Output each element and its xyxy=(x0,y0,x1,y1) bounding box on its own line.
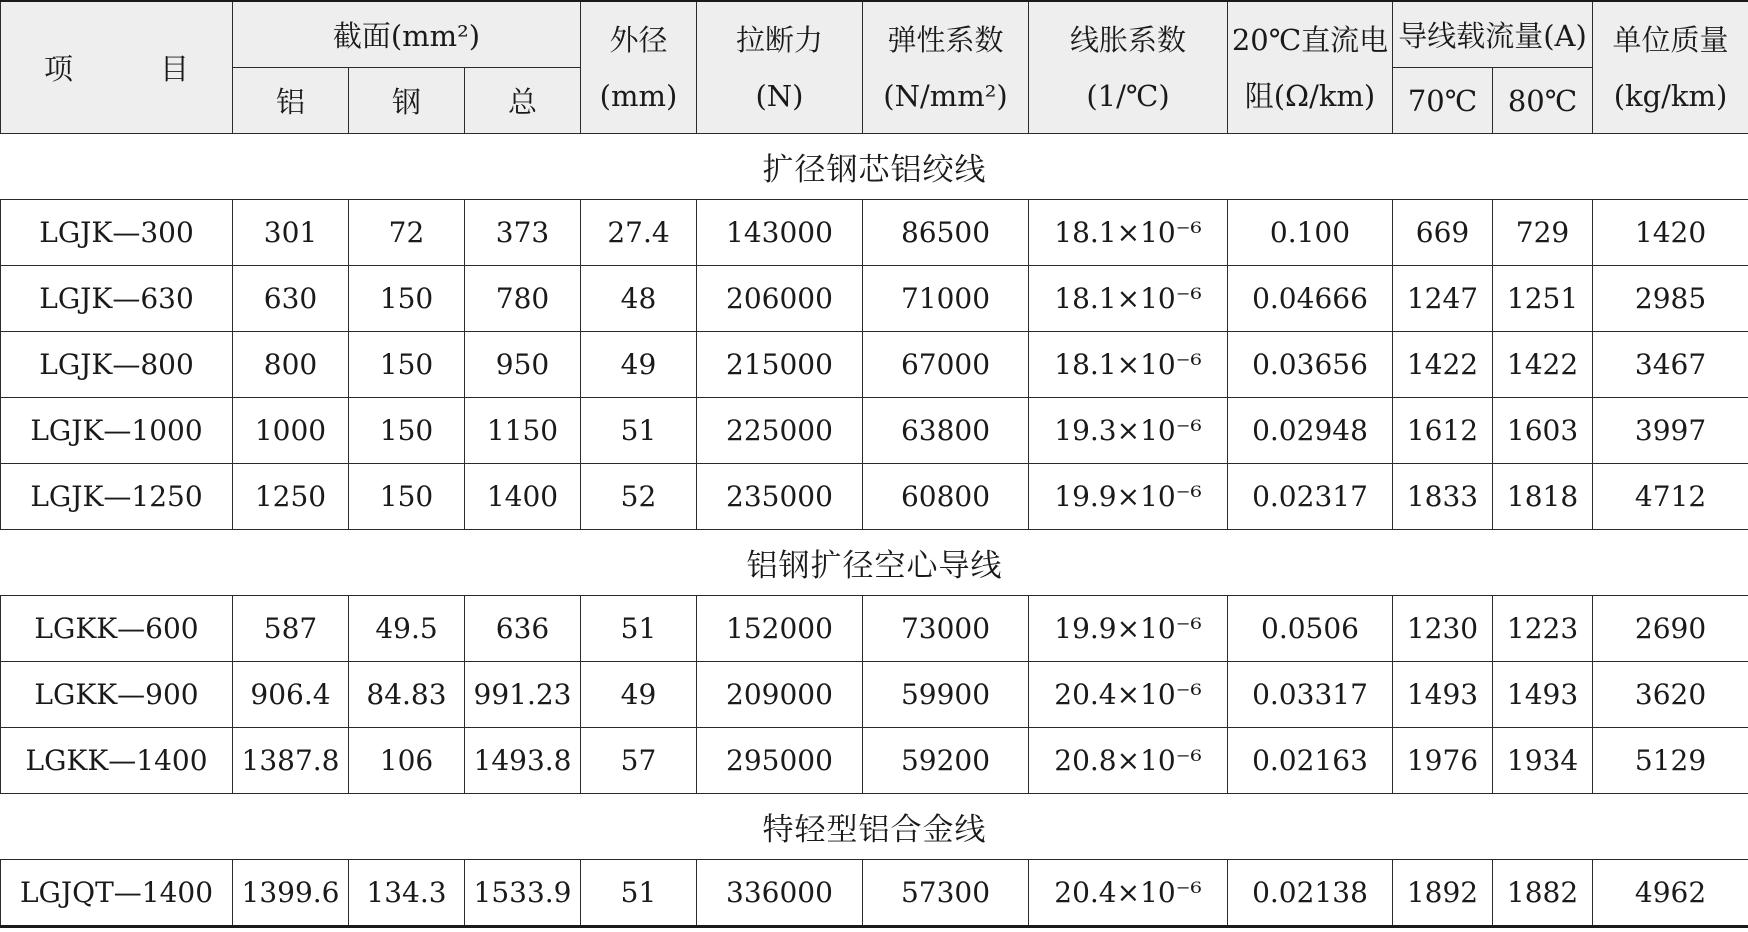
section-title: 扩径钢芯铝绞线 xyxy=(1,134,1748,200)
cell-unit-mass: 3997 xyxy=(1593,398,1748,464)
cell-section-total: 991.23 xyxy=(465,662,581,728)
cell-outer-diameter: 51 xyxy=(581,860,697,927)
table-row xyxy=(1,398,1748,464)
cell-outer-diameter: 49 xyxy=(581,662,697,728)
header-resistance xyxy=(1228,1,1393,134)
cell-outer-diameter: 52 xyxy=(581,464,697,530)
cell-expansion: 19.9×10⁻⁶ xyxy=(1029,464,1228,530)
header-unit-mass xyxy=(1593,1,1748,134)
header-section-steel: 钢 xyxy=(349,68,465,134)
cell-item: LGKK—1400 xyxy=(1,728,233,794)
cell-section-total: 950 xyxy=(465,332,581,398)
cell-unit-mass: 2985 xyxy=(1593,266,1748,332)
cell-expansion: 18.1×10⁻⁶ xyxy=(1029,266,1228,332)
cell-section-aluminum: 1399.6 xyxy=(233,860,349,927)
cell-section-total: 636 xyxy=(465,596,581,662)
cell-ampacity-70: 1612 xyxy=(1393,398,1493,464)
header-breaking-force-label: 拉断力 xyxy=(735,22,823,57)
cell-unit-mass: 5129 xyxy=(1593,728,1748,794)
cell-resistance: 0.02163 xyxy=(1228,728,1393,794)
cell-outer-diameter: 48 xyxy=(581,266,697,332)
header-section-group: 截面(mm²) xyxy=(233,1,581,68)
cell-resistance: 0.02317 xyxy=(1228,464,1393,530)
cell-unit-mass: 1420 xyxy=(1593,200,1748,266)
cell-section-aluminum: 587 xyxy=(233,596,349,662)
cell-elastic-modulus: 59900 xyxy=(863,662,1029,728)
table-header xyxy=(1,1,1748,134)
table-row xyxy=(1,662,1748,728)
cell-ampacity-80: 1818 xyxy=(1493,464,1593,530)
section-title: 特轻型铝合金线 xyxy=(1,794,1748,860)
header-ampacity-80: 80℃ xyxy=(1493,68,1593,134)
cell-resistance: 0.03656 xyxy=(1228,332,1393,398)
section-heading-row xyxy=(1,794,1748,860)
cell-unit-mass: 4712 xyxy=(1593,464,1748,530)
cell-outer-diameter: 57 xyxy=(581,728,697,794)
cell-section-total: 1533.9 xyxy=(465,860,581,927)
cell-section-aluminum: 1387.8 xyxy=(233,728,349,794)
cell-ampacity-70: 1892 xyxy=(1393,860,1493,927)
cell-section-steel: 150 xyxy=(349,398,465,464)
cell-item: LGKK—900 xyxy=(1,662,233,728)
cell-section-total: 1493.8 xyxy=(465,728,581,794)
cell-section-aluminum: 800 xyxy=(233,332,349,398)
cell-item: LGJK—300 xyxy=(1,200,233,266)
cell-section-aluminum: 1250 xyxy=(233,464,349,530)
cell-ampacity-70: 1422 xyxy=(1393,332,1493,398)
header-expansion-unit: (1/℃) xyxy=(1086,78,1170,113)
cell-section-total: 1150 xyxy=(465,398,581,464)
table-row xyxy=(1,200,1748,266)
cell-breaking-force: 152000 xyxy=(697,596,863,662)
cell-ampacity-80: 1422 xyxy=(1493,332,1593,398)
cell-unit-mass: 4962 xyxy=(1593,860,1748,927)
cell-section-total: 373 xyxy=(465,200,581,266)
cell-section-aluminum: 301 xyxy=(233,200,349,266)
cell-section-total: 1400 xyxy=(465,464,581,530)
cell-item: LGJK—800 xyxy=(1,332,233,398)
cell-ampacity-80: 729 xyxy=(1493,200,1593,266)
cell-section-steel: 72 xyxy=(349,200,465,266)
cell-elastic-modulus: 57300 xyxy=(863,860,1029,927)
cell-item: LGJQT—1400 xyxy=(1,860,233,927)
cell-outer-diameter: 51 xyxy=(581,398,697,464)
cell-resistance: 0.04666 xyxy=(1228,266,1393,332)
table-row xyxy=(1,728,1748,794)
cell-ampacity-80: 1251 xyxy=(1493,266,1593,332)
cell-ampacity-80: 1882 xyxy=(1493,860,1593,927)
cell-ampacity-70: 1976 xyxy=(1393,728,1493,794)
header-elastic-modulus-label: 弹性系数 xyxy=(887,22,1004,57)
cell-breaking-force: 206000 xyxy=(697,266,863,332)
table-row xyxy=(1,266,1748,332)
cell-resistance: 0.03317 xyxy=(1228,662,1393,728)
cell-expansion: 18.1×10⁻⁶ xyxy=(1029,332,1228,398)
cell-section-steel: 134.3 xyxy=(349,860,465,927)
cell-section-aluminum: 1000 xyxy=(233,398,349,464)
table-body xyxy=(1,134,1748,927)
header-unit-mass-label: 单位质量 xyxy=(1612,22,1729,57)
cell-elastic-modulus: 59200 xyxy=(863,728,1029,794)
cell-ampacity-70: 1247 xyxy=(1393,266,1493,332)
cell-resistance: 0.02138 xyxy=(1228,860,1393,927)
table-row xyxy=(1,860,1748,927)
cell-breaking-force: 215000 xyxy=(697,332,863,398)
cell-section-aluminum: 906.4 xyxy=(233,662,349,728)
cell-item: LGJK—1250 xyxy=(1,464,233,530)
cell-outer-diameter: 27.4 xyxy=(581,200,697,266)
cell-breaking-force: 295000 xyxy=(697,728,863,794)
cell-resistance: 0.100 xyxy=(1228,200,1393,266)
header-elastic-modulus-unit: (N/mm²) xyxy=(883,78,1008,113)
cell-section-steel: 150 xyxy=(349,266,465,332)
header-elastic-modulus xyxy=(863,1,1029,134)
cell-section-steel: 106 xyxy=(349,728,465,794)
cell-breaking-force: 336000 xyxy=(697,860,863,927)
cell-breaking-force: 225000 xyxy=(697,398,863,464)
cell-elastic-modulus: 60800 xyxy=(863,464,1029,530)
section-heading-row xyxy=(1,134,1748,200)
cell-ampacity-80: 1934 xyxy=(1493,728,1593,794)
header-expansion xyxy=(1029,1,1228,134)
section-title: 铝钢扩径空心导线 xyxy=(1,530,1748,596)
cell-outer-diameter: 49 xyxy=(581,332,697,398)
cell-breaking-force: 209000 xyxy=(697,662,863,728)
header-ampacity-group: 导线载流量(A) xyxy=(1393,1,1593,68)
header-breaking-force-unit: (N) xyxy=(755,78,804,113)
header-expansion-label: 线胀系数 xyxy=(1069,22,1186,57)
cell-ampacity-70: 1230 xyxy=(1393,596,1493,662)
cell-elastic-modulus: 63800 xyxy=(863,398,1029,464)
header-section-total: 总 xyxy=(465,68,581,134)
cell-section-steel: 84.83 xyxy=(349,662,465,728)
header-outer-diameter-unit: (mm) xyxy=(599,78,678,113)
cell-item: LGKK—600 xyxy=(1,596,233,662)
cell-item: LGJK—630 xyxy=(1,266,233,332)
cell-expansion: 20.4×10⁻⁶ xyxy=(1029,860,1228,927)
header-resistance-top: 20℃直流电 xyxy=(1231,22,1389,57)
cell-resistance: 0.0506 xyxy=(1228,596,1393,662)
cell-ampacity-70: 1493 xyxy=(1393,662,1493,728)
cell-elastic-modulus: 73000 xyxy=(863,596,1029,662)
table-row xyxy=(1,596,1748,662)
cell-section-steel: 150 xyxy=(349,332,465,398)
cell-expansion: 18.1×10⁻⁶ xyxy=(1029,200,1228,266)
cell-elastic-modulus: 71000 xyxy=(863,266,1029,332)
cell-expansion: 19.9×10⁻⁶ xyxy=(1029,596,1228,662)
cell-expansion: 20.8×10⁻⁶ xyxy=(1029,728,1228,794)
cell-unit-mass: 2690 xyxy=(1593,596,1748,662)
header-breaking-force xyxy=(697,1,863,134)
header-section-aluminum: 铝 xyxy=(233,68,349,134)
cell-unit-mass: 3467 xyxy=(1593,332,1748,398)
header-outer-diameter-label: 外径 xyxy=(609,22,668,57)
cell-section-aluminum: 630 xyxy=(233,266,349,332)
cell-expansion: 19.3×10⁻⁶ xyxy=(1029,398,1228,464)
table-row xyxy=(1,464,1748,530)
cell-outer-diameter: 51 xyxy=(581,596,697,662)
header-resistance-bottom: 阻(Ω/km) xyxy=(1244,78,1376,113)
cell-ampacity-80: 1603 xyxy=(1493,398,1593,464)
cell-section-total: 780 xyxy=(465,266,581,332)
cell-resistance: 0.02948 xyxy=(1228,398,1393,464)
cell-ampacity-80: 1223 xyxy=(1493,596,1593,662)
cell-elastic-modulus: 86500 xyxy=(863,200,1029,266)
section-heading-row xyxy=(1,530,1748,596)
cell-item: LGJK—1000 xyxy=(1,398,233,464)
cell-breaking-force: 235000 xyxy=(697,464,863,530)
cell-ampacity-80: 1493 xyxy=(1493,662,1593,728)
cell-ampacity-70: 669 xyxy=(1393,200,1493,266)
header-unit-mass-unit: (kg/km) xyxy=(1613,78,1728,113)
header-outer-diameter xyxy=(581,1,697,134)
cell-section-steel: 150 xyxy=(349,464,465,530)
cell-ampacity-70: 1833 xyxy=(1393,464,1493,530)
table-row xyxy=(1,332,1748,398)
cell-elastic-modulus: 67000 xyxy=(863,332,1029,398)
header-item: 项 目 xyxy=(1,1,233,134)
cell-section-steel: 49.5 xyxy=(349,596,465,662)
cell-expansion: 20.4×10⁻⁶ xyxy=(1029,662,1228,728)
cell-unit-mass: 3620 xyxy=(1593,662,1748,728)
cell-breaking-force: 143000 xyxy=(697,200,863,266)
header-ampacity-70: 70℃ xyxy=(1393,68,1493,134)
